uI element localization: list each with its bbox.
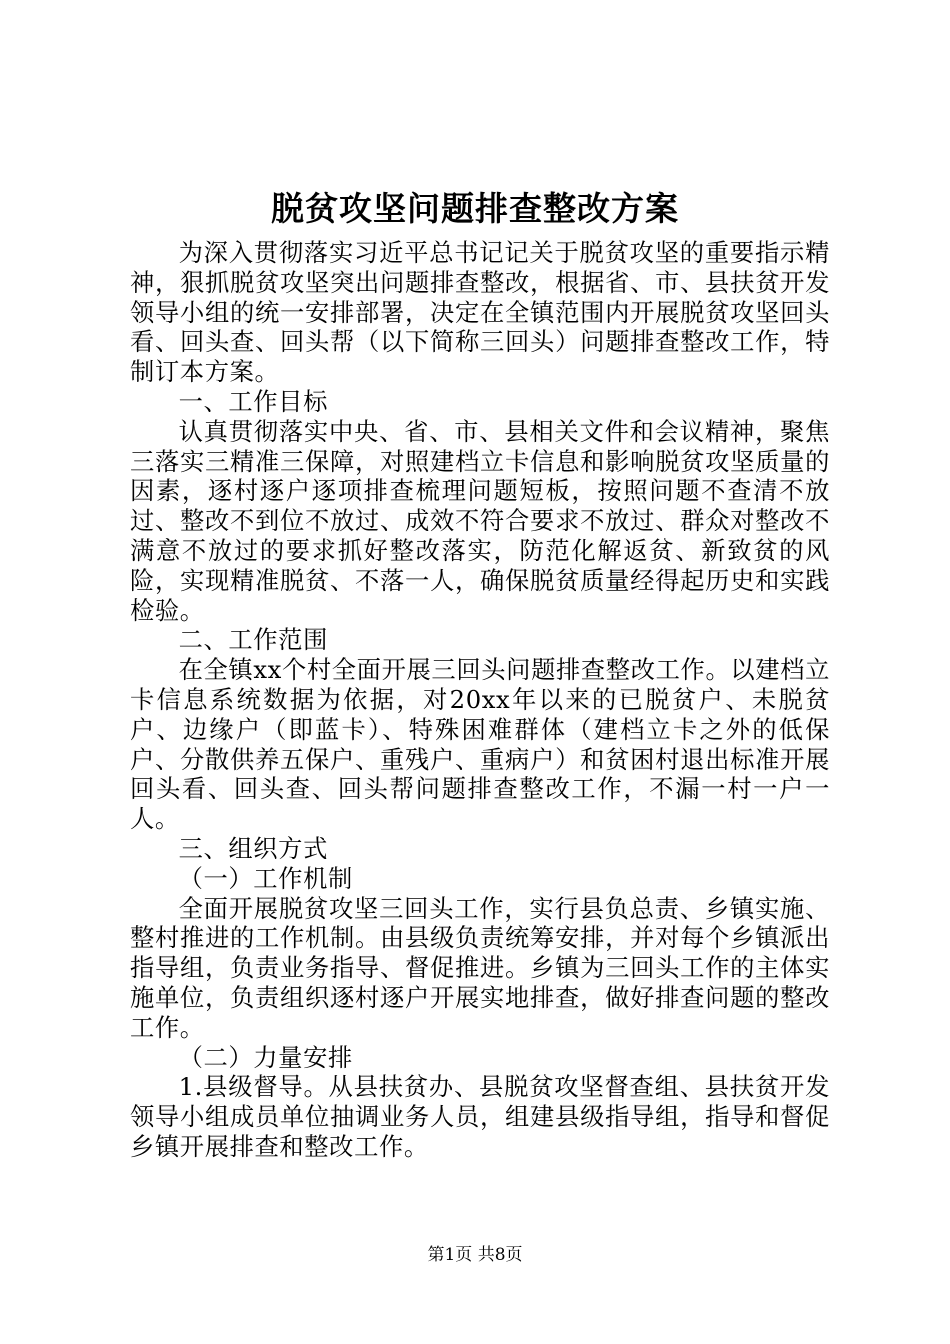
section-heading-scope: 二、工作范围 (178, 625, 328, 655)
mechanism-paragraph: 全面开展脱贫攻坚三回头工作，实行县负总责、乡镇实施、整村推进的工作机制。由县级负责统筹安排，并对每个乡镇派出指导组，负责业务指导、督促推进。乡镇为三回头工作的主体实施单位，负责组织逐村逐户开展实地排查，做好排查问题的整改工作。 (130, 893, 830, 1042)
document-title: 脱贫攻坚问题排查整改方案 (271, 189, 679, 228)
page-number: 第1页 共8页 (427, 1245, 523, 1265)
goals-paragraph: 认真贯彻落实中央、省、市、县相关文件和会议精神，聚焦三落实三精准三保障，对照建档立卡信息和影响脱贫攻坚质量的因素，逐村逐户逐项排查梳理问题短板，按照问题不查清不放过、整改不到位不放过、成效不符合要求不放过、群众对整改不满意不放过的要求抓好整改落实，防范化解返贫、新致贫的风险，实现精准脱贫、不落一人，确保脱贫质量经得起历史和实践检验。 (130, 416, 830, 625)
subheading-staffing: （二）力量安排 (178, 1042, 353, 1072)
section-heading-organization: 三、组织方式 (178, 833, 328, 863)
intro-paragraph: 为深入贯彻落实习近平总书记记关于脱贫攻坚的重要指示精神，狠抓脱贫攻坚突出问题排查整改，根据省、市、县扶贫开发领导小组的统一安排部署，决定在全镇范围内开展脱贫攻坚回头看、回头查、回头帮（以下简称三回头）问题排查整改工作，特制订本方案。 (130, 238, 830, 387)
subheading-mechanism: （一）工作机制 (178, 863, 353, 893)
scope-paragraph: 在全镇xx个村全面开展三回头问题排查整改工作。以建档立卡信息系统数据为依据，对20xx年以来的已脱贫户、未脱贫户、边缘户（即蓝卡）、特殊困难群体（建档立卡之外的低保户、分散供养五保户、重残户、重病户）和贫困村退出标准开展回头看、回头查、回头帮问题排查整改工作，不漏一村一户一人。 (130, 655, 830, 834)
staffing-paragraph: 1.县级督导。从县扶贫办、县脱贫攻坚督查组、县扶贫开发领导小组成员单位抽调业务人员，组建县级指导组，指导和督促乡镇开展排查和整改工作。 (130, 1072, 830, 1161)
document-body (130, 238, 830, 1162)
section-heading-goals: 一、工作目标 (178, 386, 328, 416)
